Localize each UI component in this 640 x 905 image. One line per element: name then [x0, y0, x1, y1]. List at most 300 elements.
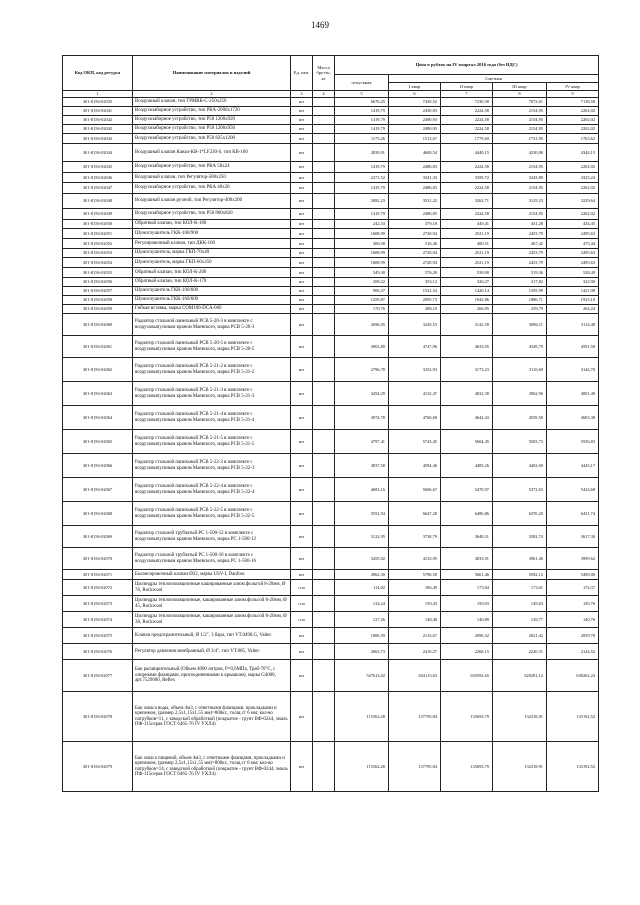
row-unit: шт	[291, 162, 313, 173]
row-release-price: 3963,80	[335, 336, 389, 358]
row-q2-price: 4483,26	[441, 454, 493, 478]
row-unit: шт	[291, 287, 313, 296]
row-name: Шумоглушитель, марка ГКП-60х350	[133, 258, 291, 268]
col-number: 1	[63, 91, 133, 98]
row-q2-price: 7230,58	[441, 98, 493, 107]
header-q1: I квар	[389, 83, 441, 91]
row-q4-price: 4603,38	[547, 406, 599, 430]
row-name: Обратный клапан, тип КОЛ-К-200	[133, 268, 291, 278]
row-mass	[313, 305, 335, 314]
row-q4-price: 4001,49	[547, 382, 599, 406]
row-q1-price: 379,18	[389, 220, 441, 229]
table-body	[63, 98, 599, 792]
table-row	[63, 162, 599, 173]
row-unit: шт	[291, 660, 313, 692]
row-q1-price: 654115,63	[389, 660, 441, 692]
row-unit: шт	[291, 116, 313, 125]
row-code: 301-8156-02059	[63, 305, 133, 314]
row-release-price: 1608,99	[335, 229, 389, 239]
row-release-price: 2839,91	[335, 144, 389, 162]
row-q2-price: 4642,43	[441, 406, 493, 430]
row-q1-price: 5606,67	[389, 478, 441, 502]
row-unit: п.м	[291, 580, 313, 596]
row-release-price: 115362,28	[335, 742, 389, 792]
row-q4-price: 3323,24	[547, 173, 599, 183]
col-number: 3	[291, 91, 313, 98]
row-name: Радиатор стальной панельный РСВ 5-22-5 в комплекте с воздуховыпускным краном Маевского, марка РСВ 5-22-5	[133, 502, 291, 526]
row-name: Воздушный клапан, тип Регулятор-500х250	[133, 173, 291, 183]
price-table	[62, 55, 599, 792]
row-name: Радиатор стальной панельный РСВ 5-21-2 в комплекте с воздуховыпускным краном Маевского, марка РСВ 5-21-2	[133, 358, 291, 382]
row-mass	[313, 478, 335, 502]
table-row	[63, 296, 599, 305]
row-name: Воздушный клапан ручной, тип Регулятор-400х200	[133, 194, 291, 209]
row-q4-price: 2059,78	[547, 628, 599, 644]
row-code: 301-8156-02072	[63, 580, 133, 596]
row-q3-price: 3116,60	[493, 358, 547, 382]
row-unit: шт	[291, 239, 313, 249]
row-release-price: 1259,87	[335, 296, 389, 305]
row-q3-price: 1395,99	[493, 287, 547, 296]
row-mass	[313, 278, 335, 287]
row-mass	[313, 570, 335, 580]
row-q2-price: 480,51	[441, 239, 493, 249]
row-q2-price: 2224,58	[441, 162, 493, 173]
row-q2-price: 2521,19	[441, 249, 493, 258]
row-q2-price: 135693,79	[441, 692, 493, 742]
row-name: Радиатор стальной трубчатый РС 1-500-12 в комплекте с воздуховыпускным краном Маевского, марка РС 1-500-12	[133, 526, 291, 548]
row-unit: шт	[291, 278, 313, 287]
row-q1-price: 3220,53	[389, 314, 441, 336]
row-q4-price: 2495,63	[547, 258, 599, 268]
row-code: 301-8156-02041	[63, 107, 133, 116]
row-q3-price: 317,82	[493, 278, 547, 287]
row-mass	[313, 194, 335, 209]
table-row	[63, 239, 599, 249]
row-q1-price: 4133,95	[389, 548, 441, 570]
row-q1-price: 7430,52	[389, 98, 441, 107]
row-q4-price: 475,44	[547, 239, 599, 249]
row-q3-price: 3086,11	[493, 314, 547, 336]
row-name: Шумоглушитель, марка ГКП-70х40	[133, 249, 291, 258]
header-code: Код ОКП, код ресурса	[63, 56, 133, 91]
row-release-price: 1806,59	[335, 628, 389, 644]
row-release-price: 2082,23	[335, 194, 389, 209]
row-unit: шт	[291, 296, 313, 305]
row-unit: шт	[291, 406, 313, 430]
row-q1-price: 4594,46	[389, 454, 441, 478]
row-release-price: 1419,79	[335, 162, 389, 173]
col-number: 7	[441, 91, 493, 98]
table-row	[63, 660, 599, 692]
row-name: Балансировочный клапан Ø32, марка USV-I, Danfoss	[133, 570, 291, 580]
row-release-price: 3974,78	[335, 406, 389, 430]
row-q4-price: 2144,52	[547, 644, 599, 660]
row-name: Воздухозаборное устройство, тип Р50 1200х950	[133, 125, 291, 134]
row-code: 301-8156-02065	[63, 430, 133, 454]
row-unit: шт	[291, 628, 313, 644]
row-q1-price: 4760,60	[389, 406, 441, 430]
row-unit: шт	[291, 220, 313, 229]
row-q2-price: 6486,86	[441, 502, 493, 526]
row-unit: шт	[291, 125, 313, 134]
table-row	[63, 692, 599, 742]
row-q1-price: 5743,45	[389, 430, 441, 454]
row-name: Шумоглушитель ГКК-100/600	[133, 287, 291, 296]
header-estimate: Сметная	[389, 75, 599, 83]
row-unit: шт	[291, 183, 313, 194]
row-release-price: 1419,79	[335, 183, 389, 194]
row-q1-price: 3521,22	[389, 194, 441, 209]
row-unit: шт	[291, 692, 313, 742]
row-q3-price: 431,28	[493, 220, 547, 229]
row-release-price: 115362,28	[335, 692, 389, 742]
row-q4-price: 4443,17	[547, 454, 599, 478]
header-q2: II квар	[441, 83, 493, 91]
row-q3-price: 519,36	[493, 268, 547, 278]
row-code: 301-8156-02035	[63, 98, 133, 107]
row-code: 301-8156-02054	[63, 258, 133, 268]
row-q3-price: 4559,58	[493, 406, 547, 430]
table-row	[63, 526, 599, 548]
row-unit: шт	[291, 454, 313, 478]
row-q4-price: 4591,58	[547, 336, 599, 358]
row-release-price: 134,24	[335, 596, 389, 612]
row-mass	[313, 502, 335, 526]
row-q1-price: 4132,47	[389, 382, 441, 406]
row-release-price: 2063,73	[335, 644, 389, 660]
header-mass: Масса брутто, кг	[313, 56, 335, 91]
row-unit: шт	[291, 229, 313, 239]
row-q1-price: 148,40	[389, 612, 441, 628]
row-name: Воздухозаборное устройство, тип Р50 825х1200	[133, 134, 291, 144]
table-row	[63, 548, 599, 570]
table-row	[63, 628, 599, 644]
row-unit: шт	[291, 502, 313, 526]
table-row	[63, 644, 599, 660]
row-q4-price: 6431,74	[547, 502, 599, 526]
row-code: 301-8156-02067	[63, 478, 133, 502]
row-q4-price: 2495,63	[547, 229, 599, 239]
row-release-price: 4797,41	[335, 430, 389, 454]
row-q1-price: 2720,94	[389, 258, 441, 268]
row-code: 301-8156-02070	[63, 548, 133, 570]
row-mass	[313, 258, 335, 268]
row-q2-price: 2521,19	[441, 229, 493, 239]
row-q2-price: 175,04	[441, 580, 493, 596]
row-mass	[313, 314, 335, 336]
row-release-price: 5552,94	[335, 502, 389, 526]
row-q2-price: 2224,58	[441, 107, 493, 116]
row-q2-price: 3648,31	[441, 526, 493, 548]
row-mass	[313, 239, 335, 249]
row-release-price: 4683,16	[335, 478, 389, 502]
row-q1-price: 137795,84	[389, 742, 441, 792]
row-q3-price: 4230,86	[493, 144, 547, 162]
header-unit: Ед. изм.	[291, 56, 313, 91]
price-table-wrapper	[62, 55, 598, 792]
row-name: Воздухозаборное устройство, тип РКА 50х24	[133, 162, 291, 173]
row-q3-price: 132318,91	[493, 742, 547, 792]
row-q4-price: 174,37	[547, 580, 599, 596]
row-code: 301-8156-02055	[63, 268, 133, 278]
header-q4: IV квар	[547, 83, 599, 91]
row-release-price: 3122,95	[335, 526, 389, 548]
row-q4-price: 1923,10	[547, 296, 599, 305]
table-row	[63, 134, 599, 144]
row-release-price: 349,30	[335, 268, 389, 278]
row-q2-price: 4440,15	[441, 144, 493, 162]
row-release-price: 1175,26	[335, 134, 389, 144]
row-q3-price: 2021,42	[493, 628, 547, 644]
row-q2-price: 2224,58	[441, 183, 493, 194]
row-release-price: 170,76	[335, 305, 389, 314]
row-code: 301-8156-02069	[63, 526, 133, 548]
row-q4-price: 2202,02	[547, 116, 599, 125]
row-q3-price: 3243,89	[493, 173, 547, 183]
row-mass	[313, 612, 335, 628]
row-q2-price: 1420,14	[441, 287, 493, 296]
row-q3-price: 2154,95	[493, 209, 547, 220]
row-unit: шт	[291, 644, 313, 660]
row-name: Радиатор стальной панельный РСВ 5-20-3 в комплекте с воздуховыпускным краном Маевского, марка РСВ 5-20-3	[133, 314, 291, 336]
table-row	[63, 454, 599, 478]
row-unit: шт	[291, 258, 313, 268]
row-q4-price: 3144,70	[547, 358, 599, 382]
row-q2-price: 3262,71	[441, 194, 493, 209]
row-code: 301-8156-02076	[63, 644, 133, 660]
row-code: 301-8156-02048	[63, 194, 133, 209]
row-q3-price: 2154,95	[493, 107, 547, 116]
row-code: 301-8156-02046	[63, 173, 133, 183]
row-code: 301-8156-02071	[63, 570, 133, 580]
row-code: 301-8156-02057	[63, 287, 133, 296]
row-name: Воздушный клапан Канал-КВ-1*LF230-S, тип КВ-160	[133, 144, 291, 162]
row-release-price: 3455,02	[335, 548, 389, 570]
row-q4-price: 4344,15	[547, 144, 599, 162]
row-name: Цилиндры теплоизоляционные кашированные алюм.фольгой 8-20мм, Ø 76, Rockwool	[133, 580, 291, 596]
row-name: Обратный клапан, тип КОЛ-К-100	[133, 220, 291, 229]
row-release-price: 127,26	[335, 612, 389, 628]
row-q3-price: 7072,61	[493, 98, 547, 107]
row-release-price: 3454,29	[335, 382, 389, 406]
row-code: 301-8156-02058	[63, 296, 133, 305]
col-number: 9	[547, 91, 599, 98]
row-q2-price: 538,90	[441, 268, 493, 278]
row-code: 301-8156-02079	[63, 742, 133, 792]
row-q4-price: 434,45	[547, 220, 599, 229]
table-row	[63, 336, 599, 358]
row-code: 301-8156-02050	[63, 220, 133, 229]
table-row	[63, 278, 599, 287]
row-unit: шт	[291, 209, 313, 220]
row-q4-price: 150,76	[547, 596, 599, 612]
row-code: 301-8156-02062	[63, 358, 133, 382]
row-name: Радиатор стальной панельный РСВ 5-21-4 в комплекте с воздуховыпускным краном Маевского, марка РСВ 5-21-4	[133, 406, 291, 430]
row-q1-price: 3738,79	[389, 526, 441, 548]
row-q3-price: 2154,95	[493, 183, 547, 194]
row-mass	[313, 183, 335, 194]
row-unit: шт	[291, 268, 313, 278]
row-mass	[313, 382, 335, 406]
row-q1-price: 2490,93	[389, 116, 441, 125]
col-number: 2	[133, 91, 291, 98]
row-unit: шт	[291, 336, 313, 358]
row-mass	[313, 296, 335, 305]
table-row	[63, 183, 599, 194]
row-q1-price: 2095,73	[389, 296, 441, 305]
row-release-price: 2696,05	[335, 314, 389, 336]
row-q3-price: 467,42	[493, 239, 547, 249]
row-release-price: 2796,78	[335, 358, 389, 382]
row-q1-price: 6647,28	[389, 502, 441, 526]
header-price-group: Цена в рублях на IV квартал 2016 года (без НДС)	[335, 56, 599, 75]
row-release-price: 114,02	[335, 580, 389, 596]
col-number: 8	[493, 91, 547, 98]
row-q4-price: 7138,58	[547, 98, 599, 107]
row-q4-price: 322,90	[547, 278, 599, 287]
row-code: 301-8156-02061	[63, 336, 133, 358]
row-q2-price: 3142,58	[441, 314, 493, 336]
row-mass	[313, 220, 335, 229]
row-name: Бак запаса пищевой, объем 4м3, с ответными фланцами, прокладками и крепежом, (размер 2,5х1,15х1,55 мм)=800кг., толщ.ст 6 мм; кол-во патрубков=14, с заводской обработкой (покрытие - грунт ВФ-0244, эмаль ПФ-115серая ГОСТ 6465-76 IV УХЛ4)	[133, 742, 291, 792]
row-mass	[313, 628, 335, 644]
row-q3-price: 3962,96	[493, 382, 547, 406]
row-q3-price: 6370,20	[493, 502, 547, 526]
row-mass	[313, 358, 335, 382]
row-q2-price: 2224,58	[441, 209, 493, 220]
row-q3-price: 1731,95	[493, 134, 547, 144]
row-mass	[313, 406, 335, 430]
table-row	[63, 173, 599, 183]
row-code: 301-8156-02052	[63, 239, 133, 249]
row-name: Радиатор стальной трубчатый РС 1-500-16 в комплекте с воздуховыпускным краном Маевского, марка РС 1-500-16	[133, 548, 291, 570]
row-name: Обратный клапан, тип КОЛ-К-170	[133, 278, 291, 287]
row-q2-price: 326,27	[441, 278, 493, 287]
row-name: Регулятор давления мембранный, Ø 3/4", тип VT.085, Valtec	[133, 644, 291, 660]
row-mass	[313, 580, 335, 596]
row-release-price: 1608,99	[335, 258, 389, 268]
row-q4-price: 5424,68	[547, 478, 599, 502]
row-code: 301-8156-02060	[63, 314, 133, 336]
row-q1-price: 2450,83	[389, 107, 441, 116]
row-q4-price: 528,49	[547, 268, 599, 278]
row-name: Воздушный клапан, тип ГРМВК-С-250х250	[133, 98, 291, 107]
row-q1-price: 186,49	[389, 580, 441, 596]
row-q1-price: 2486,83	[389, 209, 441, 220]
row-q4-price: 133192,52	[547, 742, 599, 792]
row-q2-price: 2268,15	[441, 644, 493, 660]
row-q4-price: 3229,64	[547, 194, 599, 209]
row-q2-price: 2096,32	[441, 628, 493, 644]
table-row	[63, 209, 599, 220]
row-unit: шт	[291, 430, 313, 454]
row-q2-price: 1779,60	[441, 134, 493, 144]
row-unit: шт	[291, 173, 313, 183]
row-q2-price: 5661,46	[441, 570, 493, 580]
row-q3-price: 5372,63	[493, 478, 547, 502]
row-q4-price: 133192,52	[547, 692, 599, 742]
row-unit: п.м	[291, 612, 313, 628]
row-name: Цилиндры теплоизоляционные, кашированные алюм.фольгой 8-20мм, Ø 45, Rockwool	[133, 596, 291, 612]
row-unit: шт	[291, 134, 313, 144]
header-name: Наименование материалов и изделий	[133, 56, 291, 91]
table-row	[63, 502, 599, 526]
row-mass	[313, 107, 335, 116]
row-unit: шт	[291, 358, 313, 382]
row-release-price: 2271,52	[335, 173, 389, 183]
row-name: Шумоглушитель ГКК-160/600	[133, 296, 291, 305]
row-release-price: 547613,02	[335, 660, 389, 692]
row-code: 301-8156-02056	[63, 278, 133, 287]
row-code: 301-8156-02073	[63, 596, 133, 612]
row-q3-price: 4549,79	[493, 336, 547, 358]
row-q2-price: 2521,19	[441, 258, 493, 268]
header-release: отпускная	[335, 75, 389, 91]
row-mass	[313, 596, 335, 612]
row-code: 301-8156-02063	[63, 382, 133, 406]
row-mass	[313, 249, 335, 258]
row-code: 301-8156-02064	[63, 406, 133, 430]
table-row	[63, 98, 599, 107]
row-mass	[313, 134, 335, 144]
row-mass	[313, 336, 335, 358]
row-name: Воздухозаборное устройство, тип Р50 1200х920	[133, 116, 291, 125]
row-mass	[313, 125, 335, 134]
row-release-price: 4962,30	[335, 570, 389, 580]
row-q4-price: 264,24	[547, 305, 599, 314]
table-row	[63, 144, 599, 162]
row-mass	[313, 454, 335, 478]
row-unit: шт	[291, 382, 313, 406]
table-row	[63, 358, 599, 382]
row-release-price: 1419,79	[335, 125, 389, 134]
row-q3-price: 2154,95	[493, 162, 547, 173]
row-name: Гибкая вставка, марка СОМ100-DCA-060	[133, 305, 291, 314]
row-mass	[313, 692, 335, 742]
row-q4-price: 2202,02	[547, 162, 599, 173]
row-q2-price: 4033,91	[441, 548, 493, 570]
row-code: 301-8156-02044	[63, 144, 133, 162]
row-q3-price: 3125,23	[493, 194, 547, 209]
row-mass	[313, 173, 335, 183]
row-q1-price: 1513,67	[389, 134, 441, 144]
row-mass	[313, 644, 335, 660]
row-name: Цилиндры теплоизоляционные, кашированные алюм.фольгой 8-20мм, Ø 38, Rockwool	[133, 612, 291, 628]
row-q4-price: 2202,02	[547, 209, 599, 220]
row-q3-price: 149,63	[493, 596, 547, 612]
row-q3-price: 259,79	[493, 305, 547, 314]
row-mass	[313, 209, 335, 220]
table-row	[63, 478, 599, 502]
row-name: Воздухозаборное устройство, тип Р50 800х820	[133, 209, 291, 220]
row-q2-price: 635592,65	[441, 660, 493, 692]
row-q3-price: 2453,79	[493, 229, 547, 239]
row-unit: п.м	[291, 596, 313, 612]
row-q3-price: 4402,69	[493, 454, 547, 478]
row-name: Регулировочный клапан, тип ДКК-160	[133, 239, 291, 249]
table-row	[63, 570, 599, 580]
row-q1-price: 353,12	[389, 278, 441, 287]
table-row	[63, 194, 599, 209]
table-row	[63, 258, 599, 268]
row-name: Шумоглушитель ГКК-160/900	[133, 229, 291, 239]
row-mass	[313, 229, 335, 239]
row-q4-price: 2202,02	[547, 183, 599, 194]
row-q4-price: 3999,62	[547, 548, 599, 570]
table-row	[63, 406, 599, 430]
row-name: Радиатор стальной панельный РСВ 5-22-4 в комплекте с воздуховыпускным краном Маевского, марка РСВ 5-22-4	[133, 478, 291, 502]
